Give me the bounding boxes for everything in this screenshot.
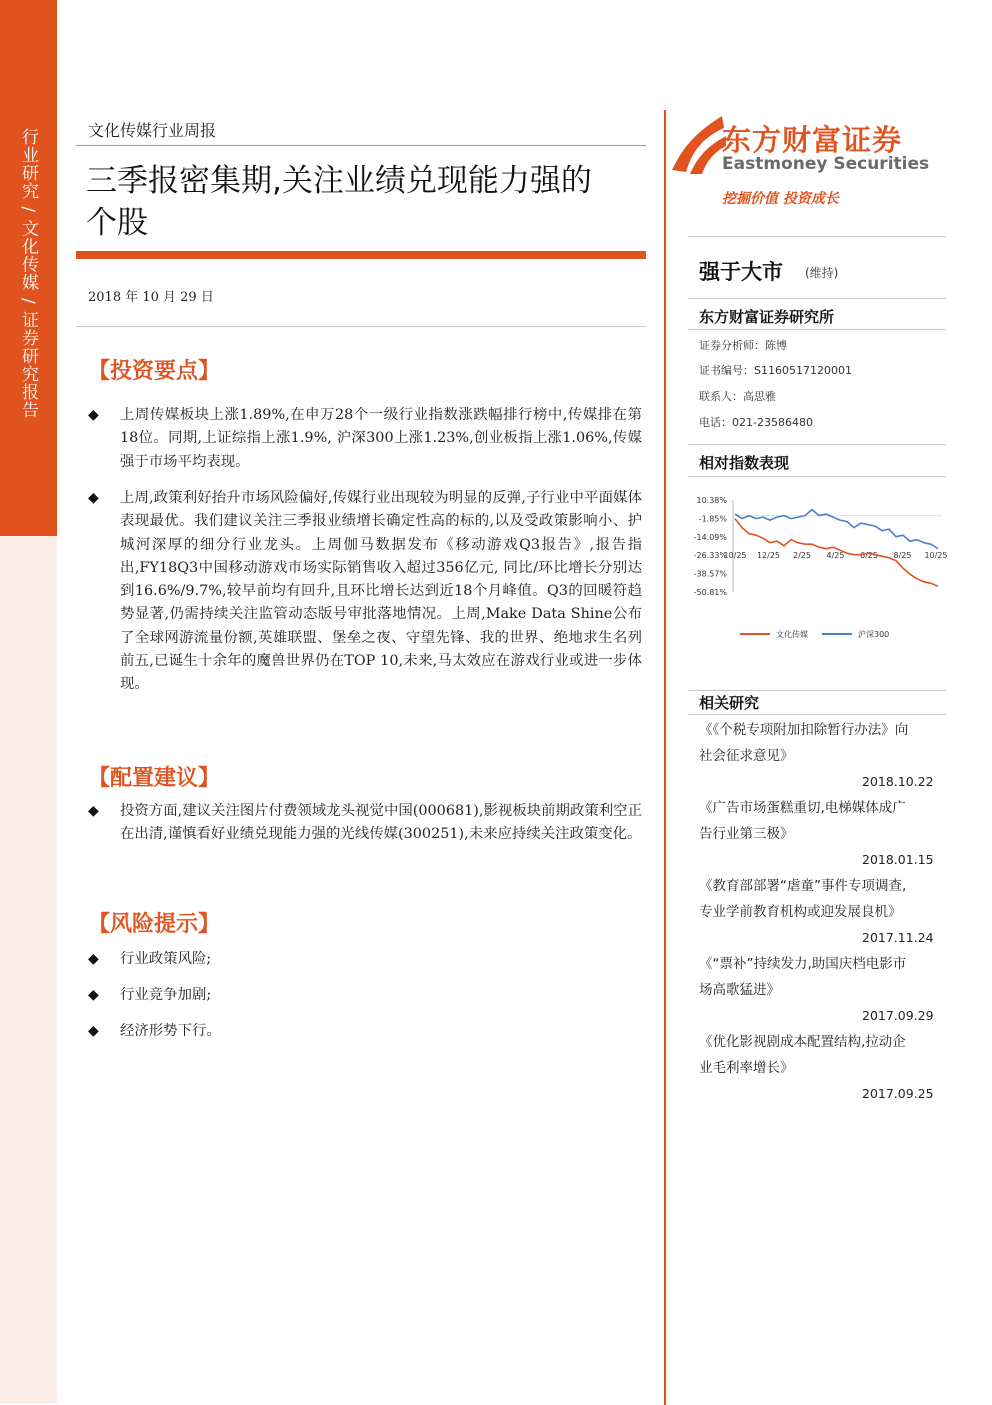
chart-y-tick-label: -14.09% (693, 532, 727, 542)
bullet-icon: ◆ (88, 951, 99, 967)
chart-x-tick-label: 6/25 (860, 551, 878, 561)
related-item[interactable]: 《优化影视剧成本配置结构,拉动企 业毛利率增长》 (699, 1034, 906, 1076)
chart-x-tick-label: 8/25 (893, 551, 912, 561)
bullet-icon: ◆ (88, 490, 99, 506)
risk-item: 经济形势下行。 (120, 1023, 221, 1039)
chart-y-tick-label: -1.85% (698, 514, 727, 524)
chart-y-tick-label: -26.33% (693, 551, 727, 561)
rating-bottom-rule (688, 298, 946, 299)
related-title: 相关研究 (699, 694, 760, 712)
chart-x-tick-label: 4/25 (826, 551, 845, 561)
chart-y-tick-label: -38.57% (693, 569, 727, 579)
allocation-paragraph: 投资方面,建议关注图片付费领域龙头视觉中国(000681),影视板块前期政策利空正在出清,谨慎看好业绩兑现能力强的光线传媒(300251),未来应持续关注政策变化。 (120, 803, 642, 843)
column-divider (664, 110, 666, 1405)
bullet-icon: ◆ (88, 987, 99, 1003)
chart-y-tick-label: -50.81% (693, 588, 727, 597)
risk-item: 行业竞争加剧; (120, 987, 212, 1003)
related-item[interactable]: 《《个税专项附加扣除暂行办法》向 社会征求意见》 (699, 722, 909, 764)
related-item[interactable]: 《教育部部署“虐童”事件专项调查, 专业学前教育机构或迎发展良机》 (699, 878, 907, 920)
chart-x-tick-label: 12/25 (756, 551, 781, 561)
section-heading-key-points: 【投资要点】 (88, 358, 221, 384)
institute-rule (688, 329, 946, 330)
rating-note: (维持) (805, 266, 839, 280)
page-title (86, 160, 592, 244)
related-item-date: 2018.01.15 (862, 852, 934, 867)
title-line-1: 三季报密集期,关注业绩兑现能力强的 (86, 163, 592, 199)
key-point-paragraph-1: 上周传媒板块上涨1.89%,在申万28个一级行业指数涨跌幅排行榜中,传媒排在第18位。同期,上证综指上涨1.9%, 沪深300上涨1.23%,创业板指上涨1.06%,传媒强于市场平均表现。 (120, 407, 642, 470)
relative-index-chart (688, 488, 948, 648)
section-heading-allocation: 【配置建议】 (88, 765, 221, 791)
header-rule (76, 145, 646, 146)
sidebar-label: 行业研究 / 文化传媒 / 证券研究报告 (18, 128, 38, 420)
rating-label: 强于大市 (699, 260, 783, 284)
related-item-date: 2017.09.25 (862, 1086, 934, 1101)
brand-slogan: 挖掘价值 投资成长 (722, 191, 839, 207)
title-accent-bar (76, 251, 646, 259)
chart-legend-label: 沪深300 (858, 630, 890, 639)
bullet-icon: ◆ (88, 803, 99, 819)
related-title-rule (688, 714, 946, 715)
brand-en-name: Eastmoney Securities (722, 154, 930, 174)
chart-x-tick-label: 2/25 (793, 551, 811, 561)
chart-legend-label: 文化传媒 (776, 630, 808, 639)
related-top-rule (688, 690, 946, 691)
chart-x-tick-label: 10/25 (924, 551, 948, 561)
analyst: 证券分析师：陈博 (699, 339, 787, 352)
chart-title-rule (688, 476, 946, 477)
title-line-2: 个股 (86, 205, 148, 241)
bullet-icon: ◆ (88, 1023, 99, 1039)
bullet-icon: ◆ (88, 407, 99, 423)
related-item-date: 2017.09.29 (862, 1008, 934, 1023)
chart-section-title: 相对指数表现 (699, 454, 790, 472)
chart-top-rule (688, 444, 946, 445)
chart-y-tick-label: 10.38% (696, 496, 727, 505)
related-item-date: 2018.10.22 (862, 774, 934, 789)
date-rule (76, 326, 646, 327)
institute-name: 东方财富证券研究所 (699, 308, 835, 326)
related-item[interactable]: 《广告市场蛋糕重切,电梯媒体成广 告行业第三极》 (699, 800, 906, 842)
related-item-date: 2017.11.24 (862, 930, 934, 945)
risk-item: 行业政策风险; (120, 951, 212, 967)
cert-number: 证书编号：S1160517120001 (699, 364, 852, 377)
phone: 电话：021-23586480 (699, 416, 813, 429)
report-type: 文化传媒行业周报 (88, 121, 217, 140)
rating-top-rule (688, 236, 946, 237)
brand-cn-name: 东方财富证券 (722, 123, 903, 157)
chart-x-tick-label: 10/25 (723, 551, 747, 561)
related-item[interactable]: 《“票补”持续发力,助国庆档电影市 场高歌猛进》 (699, 956, 907, 998)
contact: 联系人：高思雅 (699, 390, 776, 403)
report-date: 2018 年 10 月 29 日 (88, 290, 214, 305)
section-heading-risks: 【风险提示】 (88, 911, 221, 937)
brand-logo-icon (668, 112, 728, 178)
key-point-paragraph-2: 上周,政策利好抬升市场风险偏好,传媒行业出现较为明显的反弹,子行业中平面媒体表现最优。我们建议关注三季报业绩增长确定性高的标的,以及受政策影响小、护城河深厚的细分行业龙头。上周伽马数据发布《移动游戏Q3报告》,报告指出,FY18Q3中国移动游戏市场实际销售收入超过356亿元, 同比/环比增长分别达到16.6%/9.7%,较早前均有回升,且环比增长达到近18个月峰值。Q3的回暖符趋势显著,仍需持续关注监管动态版号审批落地情况。上周,Make Data Shine公布了全球网游流量份额,英雄联盟、堡垒之夜、守望先锋、我的世界、绝地求生名列前五,已诞生十余年的魔兽世界仍在TOP 10,未来,马太效应在游戏行业或进一步体现。 (120, 490, 642, 693)
